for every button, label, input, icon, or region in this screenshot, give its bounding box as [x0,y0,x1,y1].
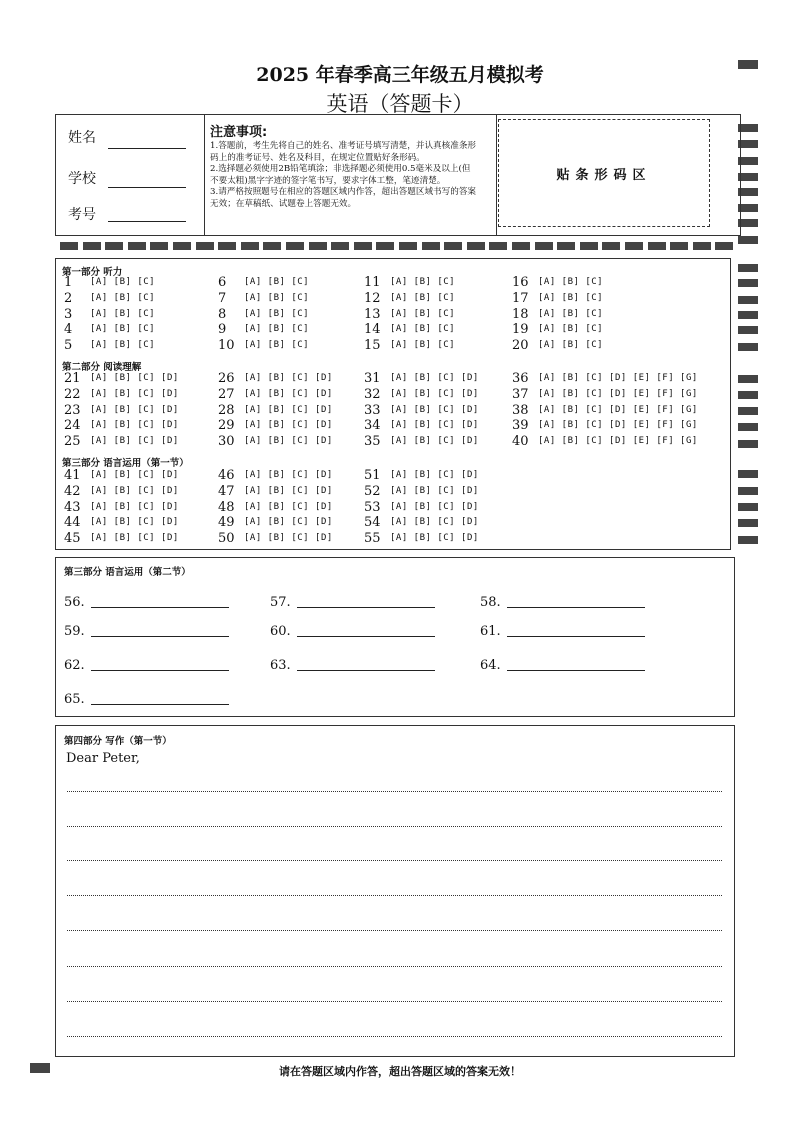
mc-question[interactable] [364,387,479,402]
question-number: 45 [64,531,81,547]
timing-mark [738,264,758,272]
answer-options[interactable]: [A] [B] [C] [538,292,604,303]
question-number: 33 [364,402,381,418]
mc-question[interactable] [64,322,155,337]
timing-mark [738,173,758,181]
answer-options[interactable]: [A] [B] [C] [D] [90,373,179,383]
answer-options[interactable]: [A] [B] [C] [538,324,604,335]
timing-mark [738,140,758,148]
mc-question[interactable] [218,307,309,322]
mc-question[interactable] [364,322,455,337]
writing-line[interactable] [67,826,722,827]
question-number: 53 [364,499,381,515]
question-number: 13 [364,306,381,322]
fill-blank[interactable] [64,658,229,673]
mc-question[interactable] [512,275,603,290]
mc-question[interactable] [64,307,155,322]
timing-mark [738,470,758,478]
answer-options[interactable]: [A] [B] [C] [D] [90,485,179,496]
answer-options[interactable]: [A] [B] [C] [390,292,456,303]
answer-options[interactable]: [A] [B] [C] [538,277,604,287]
question-number: 19 [512,322,529,338]
mc-question[interactable] [364,434,479,449]
answer-options[interactable]: [A] [B] [C] [D] [390,501,479,512]
blank-line[interactable] [91,692,229,705]
answer-options[interactable]: [A] [B] [C] [D] [90,388,179,399]
writing-line[interactable] [67,860,722,861]
answer-options[interactable]: [A] [B] [C] [D] [90,470,179,480]
mc-question[interactable] [64,484,179,499]
question-number: 6 [218,275,227,290]
writing-line[interactable] [67,895,722,896]
timing-mark [128,242,146,250]
question-number: 23 [64,402,81,418]
fill-blank[interactable] [64,595,229,610]
question-number: 21 [64,371,81,386]
mc-question[interactable] [64,338,155,353]
answer-options[interactable]: [A] [B] [C] [D] [244,436,333,447]
question-number: 32 [364,386,381,402]
question-number: 46 [218,468,235,483]
answer-options[interactable]: [A] [B] [C] [D] [244,533,333,544]
question-number: 34 [364,418,381,434]
answer-options[interactable]: [A] [B] [C] [D] [390,470,479,480]
fill-blank[interactable] [270,595,435,610]
answer-options[interactable]: [A] [B] [C] [D] [390,485,479,496]
question-number: 1 [64,275,73,290]
fill-blank[interactable] [480,595,645,610]
blank-line[interactable] [507,624,645,637]
timing-mark [173,242,191,250]
timing-mark [738,487,758,495]
answer-options[interactable]: [A] [B] [C] [90,324,156,335]
question-number: 30 [218,434,235,450]
mc-question[interactable] [218,387,333,402]
mc-question[interactable] [218,434,333,449]
answer-options[interactable]: [A] [B] [C] [90,292,156,303]
fill-title: 第三部分 语言运用（第二节） [64,567,191,578]
mc-question[interactable] [512,403,698,418]
blank-number: 65. [64,692,85,707]
fill-blank[interactable] [64,624,229,639]
blank-number: 61. [480,624,501,639]
notice-item: 1.答题前，考生先将自己的姓名、准考证号填写清楚，并认真核准条形码上的准考证号、姓名及科目，在规定位置贴好条形码。 [210,141,477,163]
answer-options[interactable]: [A] [B] [C] [D] [390,404,479,415]
question-number: 12 [364,290,381,306]
timing-mark [263,242,281,250]
timing-mark [489,242,507,250]
answer-options[interactable]: [A] [B] [C] [390,340,456,351]
timing-mark [376,242,394,250]
mc-question[interactable] [64,434,179,449]
question-number: 35 [364,434,381,450]
timing-mark [218,242,236,250]
timing-mark [738,124,758,132]
blank-line[interactable] [297,595,435,608]
timing-mark [602,242,620,250]
mc-question[interactable] [364,468,479,483]
mc-question[interactable] [64,371,179,386]
blank-line[interactable] [297,658,435,671]
answer-options[interactable]: [A] [B] [C] [D] [390,533,479,544]
answer-options[interactable]: [A] [B] [C] [D] [90,436,179,447]
timing-mark [715,242,733,250]
school-label: 学校 [68,171,96,187]
timing-mark [738,423,758,431]
question-number: 41 [64,468,81,483]
page-title: 2025 年春季高三年级五月模拟考 [256,64,544,86]
question-number: 3 [64,306,73,322]
answer-options[interactable]: [A] [B] [C] [390,324,456,335]
mc-question[interactable] [218,338,309,353]
timing-mark [196,242,214,250]
question-number: 5 [64,338,73,354]
part1-title: 第一部分 听力 [62,267,123,278]
answer-options[interactable]: [A] [B] [C] [538,308,604,319]
answer-options[interactable]: [A] [B] [C] [538,340,604,351]
question-number: 54 [364,515,381,531]
mc-question[interactable] [364,291,455,306]
timing-mark [738,391,758,399]
answer-options[interactable]: [A] [B] [C] [90,277,156,287]
mc-question[interactable] [218,371,333,386]
answer-options[interactable]: [A] [B] [C] [244,277,310,287]
notice-item: 2.选择题必须使用2B铅笔填涂；非选择题必须使用0.5毫米及以上(但不要太粗)黑字字迹的签字笔书写，要求字体工整，笔迹清楚。 [210,164,471,186]
mc-question[interactable] [364,418,479,433]
timing-mark [580,242,598,250]
question-number: 43 [64,499,81,515]
timing-mark [738,279,758,287]
question-number: 52 [364,483,381,499]
answer-options[interactable]: [A] [B] [C] [D] [E] [F] [G] [538,420,698,431]
question-number: 55 [364,531,381,547]
question-number: 25 [64,434,81,450]
answer-options[interactable]: [A] [B] [C] [D] [E] [F] [G] [538,404,698,415]
mc-question[interactable] [64,468,179,483]
timing-mark [738,343,758,351]
timing-mark [738,326,758,334]
question-number: 40 [512,434,529,450]
answer-options[interactable]: [A] [B] [C] [D] [390,373,479,383]
answer-options[interactable]: [A] [B] [C] [D] [244,404,333,415]
timing-mark [738,296,758,304]
answer-options[interactable]: [A] [B] [C] [390,308,456,319]
question-number: 37 [512,386,529,402]
page-subtitle: 英语（答题卡） [326,92,474,116]
mc-question[interactable] [364,515,479,530]
writing-line[interactable] [67,930,722,931]
question-number: 14 [364,322,381,338]
answer-options[interactable]: [A] [B] [C] [D] [90,533,179,544]
mc-question[interactable] [364,500,479,515]
writing-line[interactable] [67,1001,722,1002]
question-number: 26 [218,371,235,386]
writing-line[interactable] [67,1036,722,1037]
mc-question[interactable] [64,291,155,306]
question-number: 48 [218,499,235,515]
mc-question[interactable] [64,531,179,546]
writing-title: 第四部分 写作（第一节） [64,736,172,747]
blank-line[interactable] [507,658,645,671]
answer-options[interactable]: [A] [B] [C] [90,308,156,319]
info-box [55,114,741,236]
writing-section [55,725,735,1057]
timing-mark [738,440,758,448]
answer-options[interactable]: [A] [B] [C] [244,324,310,335]
question-number: 17 [512,290,529,306]
mc-question[interactable] [64,418,179,433]
part3-title: 第三部分 语言运用（第一节） [62,458,189,469]
mc-question[interactable] [64,500,179,515]
question-number: 27 [218,386,235,402]
timing-mark [648,242,666,250]
fill-blank[interactable] [270,624,435,639]
timing-mark [670,242,688,250]
writing-greeting: Dear Peter, [66,751,140,766]
question-number: 20 [512,338,529,354]
timing-mark [444,242,462,250]
mc-question[interactable] [512,371,698,386]
question-number: 24 [64,418,81,434]
answer-options[interactable]: [A] [B] [C] [D] [390,436,479,447]
timing-mark [105,242,123,250]
mc-question[interactable] [218,500,333,515]
fill-blank[interactable] [64,692,229,707]
question-number: 28 [218,402,235,418]
question-number: 7 [218,290,227,306]
timing-mark [286,242,304,250]
timing-mark [60,242,78,250]
timing-mark [467,242,485,250]
question-number: 39 [512,418,529,434]
answer-options[interactable]: [A] [B] [C] [D] [244,517,333,528]
mc-question[interactable] [218,484,333,499]
notice-item: 3.请严格按照题号在相应的答题区域内作答，超出答题区域书写的答案无效；在草稿纸、试题卷上答题无效。 [210,187,477,209]
writing-line[interactable] [67,791,722,792]
blank-number: 63. [270,658,291,673]
fill-blank[interactable] [480,658,645,673]
timing-mark [331,242,349,250]
answer-options[interactable]: [A] [B] [C] [D] [390,388,479,399]
timing-mark [738,157,758,165]
answer-options[interactable]: [A] [B] [C] [390,277,456,287]
timing-mark [738,188,758,196]
answer-options[interactable]: [A] [B] [C] [D] [90,404,179,415]
question-number: 49 [218,515,235,531]
timing-mark [241,242,259,250]
question-number: 36 [512,371,529,386]
name-field[interactable] [108,148,186,149]
timing-mark [512,242,530,250]
question-number: 15 [364,338,381,354]
answer-options[interactable]: [A] [B] [C] [D] [90,517,179,528]
mc-question[interactable] [512,307,603,322]
mc-question[interactable] [218,403,333,418]
timing-mark [399,242,417,250]
answer-options[interactable]: [A] [B] [C] [244,340,310,351]
answer-options[interactable]: [A] [B] [C] [D] [E] [F] [G] [538,373,698,383]
question-number: 16 [512,275,529,290]
answer-options[interactable]: [A] [B] [C] [D] [244,420,333,431]
answer-options[interactable]: [A] [B] [C] [D] [244,388,333,399]
question-number: 29 [218,418,235,434]
answer-options[interactable]: [A] [B] [C] [D] [E] [F] [G] [538,388,698,399]
question-number: 9 [218,322,227,338]
timing-mark [738,519,758,527]
fill-blank[interactable] [480,624,645,639]
timing-mark [738,311,758,319]
notice-title: 注意事项: [210,125,268,140]
mc-question[interactable] [364,307,455,322]
timing-mark [150,242,168,250]
mc-question[interactable] [364,484,479,499]
answer-options[interactable]: [A] [B] [C] [90,340,156,351]
answer-options[interactable]: [A] [B] [C] [D] [390,517,479,528]
footer-note: 请在答题区域内作答，超出答题区域的答案无效！ [279,1065,521,1078]
question-number: 42 [64,483,81,499]
mc-question[interactable] [64,275,155,290]
timing-mark [738,503,758,511]
mc-question[interactable] [218,515,333,530]
blank-line[interactable] [91,595,229,608]
answer-options[interactable]: [A] [B] [C] [D] [244,373,333,383]
mc-question[interactable] [218,531,333,546]
mc-question[interactable] [218,291,309,306]
question-number: 44 [64,515,81,531]
exam-no-label: 考号 [68,207,96,223]
answer-options[interactable]: [A] [B] [C] [D] [244,501,333,512]
timing-mark [738,536,758,544]
blank-line[interactable] [297,624,435,637]
timing-mark [625,242,643,250]
mc-question[interactable] [364,371,479,386]
question-number: 10 [218,338,235,354]
mc-question[interactable] [364,275,455,290]
timing-mark [693,242,711,250]
mc-question[interactable] [512,322,603,337]
mc-question[interactable] [64,515,179,530]
timing-mark [309,242,327,250]
name-label: 姓名 [68,130,96,146]
answer-options[interactable]: [A] [B] [C] [244,292,310,303]
answer-options[interactable]: [A] [B] [C] [D] [244,485,333,496]
blank-number: 64. [480,658,501,673]
question-number: 2 [64,290,73,306]
question-number: 22 [64,386,81,402]
timing-mark [422,242,440,250]
answer-options[interactable]: [A] [B] [C] [D] [E] [F] [G] [538,436,698,447]
answer-options[interactable]: [A] [B] [C] [244,308,310,319]
mc-question[interactable] [512,418,698,433]
mc-question[interactable] [512,338,603,353]
answer-options[interactable]: [A] [B] [C] [D] [90,501,179,512]
question-number: 50 [218,531,235,547]
timing-mark [738,60,758,69]
blank-line[interactable] [91,658,229,671]
question-number: 18 [512,306,529,322]
school-field[interactable] [108,187,186,188]
blank-number: 57. [270,595,291,610]
timing-mark [738,407,758,415]
question-number: 31 [364,371,381,386]
mc-question[interactable] [512,387,698,402]
mc-question[interactable] [364,531,479,546]
blank-number: 59. [64,624,85,639]
question-number: 51 [364,468,381,483]
blank-number: 56. [64,595,85,610]
mc-question[interactable] [364,403,479,418]
blank-line[interactable] [91,624,229,637]
question-number: 8 [218,306,227,322]
timing-mark [738,219,758,227]
mc-question[interactable] [512,434,698,449]
mc-question[interactable] [218,322,309,337]
exam-no-field[interactable] [108,221,186,222]
mc-question[interactable] [218,275,309,290]
part2-title: 第二部分 阅读理解 [62,362,142,373]
mc-question[interactable] [512,291,603,306]
timing-mark [83,242,101,250]
mc-question[interactable] [218,468,333,483]
timing-mark [535,242,553,250]
question-number: 38 [512,402,529,418]
notice-list [210,141,478,210]
barcode-label: 贴条形码区 [556,167,652,183]
writing-line[interactable] [67,966,722,967]
blank-line[interactable] [507,595,645,608]
timing-mark [738,204,758,212]
mc-question[interactable] [64,387,179,402]
blank-number: 62. [64,658,85,673]
question-number: 47 [218,483,235,499]
question-number: 11 [364,275,381,290]
blank-number: 60. [270,624,291,639]
answer-options[interactable]: [A] [B] [C] [D] [90,420,179,431]
blank-number: 58. [480,595,501,610]
fill-blank[interactable] [270,658,435,673]
timing-mark [738,375,758,383]
barcode-area [498,119,710,227]
timing-mark [557,242,575,250]
mc-question[interactable] [64,403,179,418]
answer-options[interactable]: [A] [B] [C] [D] [390,420,479,431]
timing-mark [738,236,758,244]
answer-options[interactable]: [A] [B] [C] [D] [244,470,333,480]
question-number: 4 [64,322,73,338]
mc-question[interactable] [364,338,455,353]
mc-question[interactable] [218,418,333,433]
timing-mark [354,242,372,250]
